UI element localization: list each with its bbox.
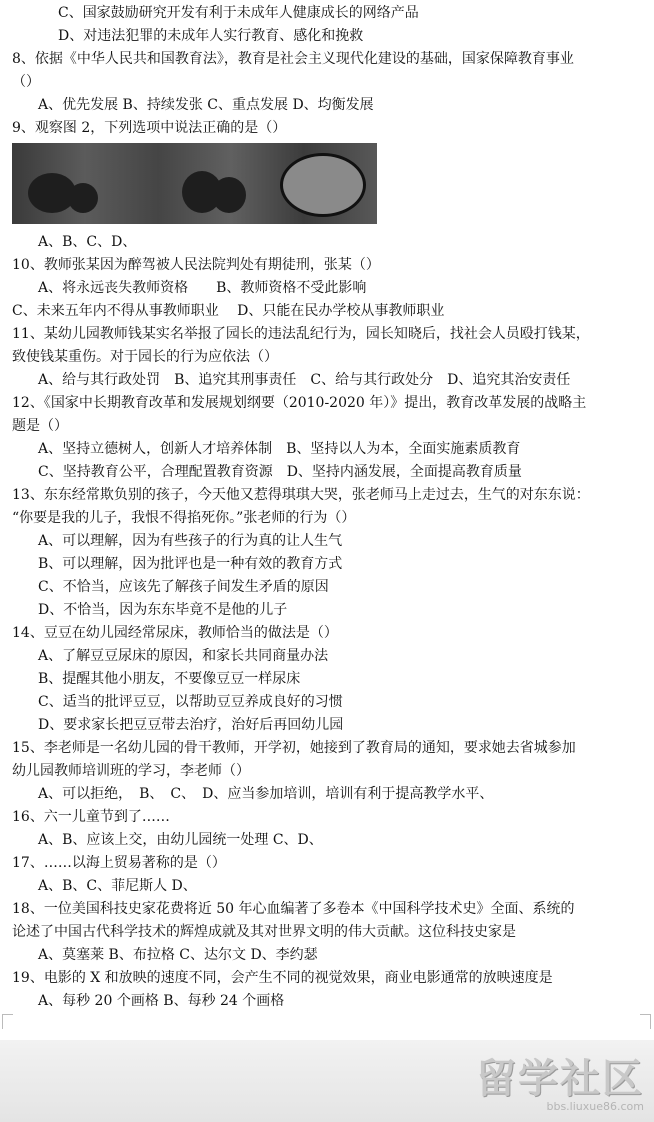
watermark-url: bbs.liuxue86.com: [546, 1100, 644, 1113]
text-line: C、国家鼓励研究开发有利于未成年人健康成长的网络产品: [58, 5, 419, 21]
text-line: A、将永远丧失教师资格 B、教师资格不受此影响: [38, 280, 367, 296]
text-line: 幼儿园教师培训班的学习，李老师（）: [12, 763, 250, 779]
text-line: 8、依据《中华人民共和国教育法》，教育是社会主义现代化建设的基础，国家保障教育事业: [12, 51, 574, 67]
text-line: A、优先发展 B、持续发张 C、重点发展 D、均衡发展: [38, 97, 374, 113]
text-line: C、坚持教育公平，合理配置教育资源 D、坚持内涵发展，全面提高教育质量: [38, 464, 522, 480]
text-line: B、可以理解，因为批评也是一种有效的教育方式: [38, 556, 343, 572]
text-line: 19、电影的 X 和放映的速度不同，会产生不同的视觉效果，商业电影通常的放映速度是: [12, 970, 553, 986]
text-line: 14、豆豆在幼儿园经常尿床，教师恰当的做法是（）: [12, 625, 338, 641]
text-line: A、可以拒绝， B、 C、 D、应当参加培训，培训有利于提高教学水平、: [38, 786, 494, 802]
text-line: 13、东东经常欺负别的孩子，今天他又惹得琪琪大哭，张老师马上走过去，生气的对东东说：: [12, 487, 590, 503]
text-line: 9、观察图 2，下列选项中说法正确的是（）: [12, 120, 287, 136]
text-line: D、要求家长把豆豆带去治疗，治好后再回幼儿园: [38, 717, 344, 733]
text-line: 15、李老师是一名幼儿园的骨干教师，开学初，她接到了教育局的通知，要求她去省城参加: [12, 740, 576, 756]
text-line: B、提醒其他小朋友，不要像豆豆一样尿床: [38, 671, 301, 687]
text-line: C、适当的批评豆豆，以帮助豆豆养成良好的习惯: [38, 694, 343, 710]
watermark-logo: [476, 1058, 644, 1113]
text-line: 致使钱某重伤。对于园长的行为应依法（）: [12, 349, 278, 365]
text-line: 18、一位美国科技史家花费将近 50 年心血编著了多卷本《中国科学技术史》全面、系统的: [12, 901, 575, 917]
text-line: A、B、C、菲尼斯人 D、: [38, 878, 197, 894]
text-line: A、坚持立德树人，创新人才培养体制 B、坚持以人为本，全面实施素质教育: [38, 441, 521, 457]
text-line: 17、……以海上贸易著称的是（）: [12, 855, 226, 871]
text-line: 11、某幼儿园教师钱某实名举报了园长的违法乱纪行为，园长知晓后，找社会人员殴打钱某，: [12, 326, 590, 342]
text-line: “你要是我的儿子，我恨不得掐死你。”张老师的行为（）: [12, 510, 356, 526]
figure-2-photo: [12, 143, 377, 224]
text-line: A、可以理解，因为有些孩子的行为真的让人生气: [38, 533, 343, 549]
text-line: D、对违法犯罪的未成年人实行教育、感化和挽救: [58, 28, 364, 44]
text-line: A、莫塞莱 B、布拉格 C、达尔文 D、李约瑟: [38, 947, 318, 963]
text-line: 12、《国家中长期教育改革和发展规划纲要（2010-2020 年）》提出，教育改革发展的战略主: [12, 395, 587, 411]
text-line: D、不恰当，因为东东毕竟不是他的儿子: [38, 602, 288, 618]
text-line: 16、六一儿童节到了……: [12, 809, 170, 825]
text-line: A、每秒 20 个画格 B、每秒 24 个画格: [38, 993, 285, 1009]
margin-corner-right: [640, 1014, 651, 1029]
text-line: A、了解豆豆尿床的原因，和家长共同商量办法: [38, 648, 329, 664]
margin-corner-left: [2, 1014, 13, 1029]
text-line: （）: [12, 74, 40, 90]
text-line: A、B、C、D、: [38, 234, 137, 250]
text-line: A、B、应该上交，由幼儿园统一处理 C、D、: [38, 832, 323, 848]
text-line: C、不恰当，应该先了解孩子间发生矛盾的原因: [38, 579, 329, 595]
text-line: 论述了中国古代科学技术的辉煌成就及其对世界文明的伟大贡献。这位科技史家是: [12, 924, 516, 940]
text-line: 10、教师张某因为醉驾被人民法院判处有期徒刑，张某（）: [12, 257, 380, 273]
watermark-brand: 留学社区: [476, 1056, 644, 1102]
text-line: C、未来五年内不得从事教师职业 D、只能在民办学校从事教师职业: [12, 303, 445, 319]
text-line: A、给与其行政处罚 B、追究其刑事责任 C、给与其行政处分 D、追究其治安责任: [38, 372, 571, 388]
text-line: 题是（）: [12, 418, 68, 434]
